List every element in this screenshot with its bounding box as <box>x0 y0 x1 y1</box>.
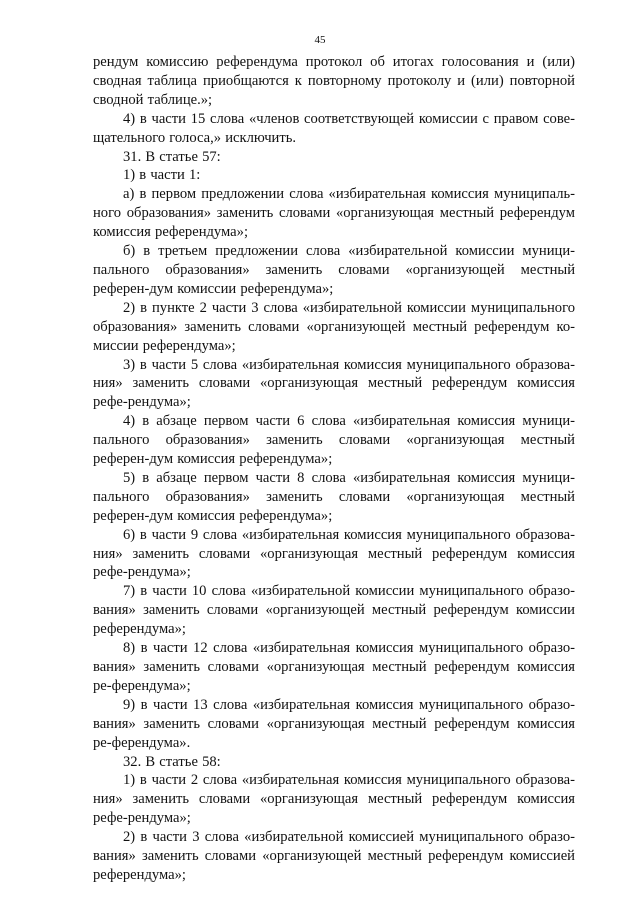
section-heading-article-58: 32. В статье 58: <box>123 753 221 770</box>
paragraph-item-7: 7) в части 10 слова «избирательной комиссии муниципального образо-вания» заменить словами «организующей местный референдум комиссии референдума»; <box>93 583 575 638</box>
paragraph-item-4: 4) в абзаце первом части 6 слова «избирательная комиссия муници-пального образования» заменить словами «организующая местный референ-дум комиссия референдума»; <box>93 413 575 468</box>
paragraph-item-5: 5) в абзаце первом части 8 слова «избирательная комиссия муници-пального образования» заменить словами «организующая местный референ-дум комиссия референдума»; <box>93 469 575 524</box>
section-heading-article-57: 31. В статье 57: <box>123 148 221 165</box>
document-body <box>93 53 575 885</box>
paragraph-subitem-b: б) в третьем предложении слова «избирательной комиссии муници-пального образования» заменить словами «организующей местный референ-дум комиссии референдума»; <box>93 243 575 297</box>
paragraph-item-2: 2) в пункте 2 части 3 слова «избирательной комиссии муниципального образования» заменить словами «организующей местный референдум ко-миссии референдума»; <box>93 299 575 354</box>
paragraph-subitem-a: а) в первом предложении слова «избирательная комиссия муниципаль-ного образования» заменить словами «организующая местный референдум комиссия референдума»; <box>93 186 575 241</box>
paragraph-item-8: 8) в части 12 слова «избирательная комиссия муниципального образо-вания» заменить словами «организующая местный референдум комиссия ре-ферендума»; <box>93 640 575 694</box>
page-number: 45 <box>314 34 326 46</box>
paragraph-item-6: 6) в части 9 слова «избирательная комиссия муниципального образова-ния» заменить словами «организующая местный референдум комиссия рефе-рендума»; <box>93 526 575 581</box>
paragraph-item-1-part-1: 1) в части 1: <box>123 167 201 184</box>
paragraph-item-3: 3) в части 5 слова «избирательная комиссия муниципального образова-ния» заменить словами «организующая местный референдум комиссия рефе-рендума»; <box>93 356 575 411</box>
paragraph-article-58-item-1: 1) в части 2 слова «избирательная комиссия муниципального образова-ния» заменить словами «организующая местный референдум комиссия рефе-рендума»; <box>93 772 575 827</box>
paragraph-item-4-part-15: 4) в части 15 слова «членов соответствующей комиссии с правом сове-щательного голоса,» исключить. <box>93 110 575 146</box>
paragraph-continued-text: рендум комиссию референдума протокол об итогах голосования и (или) сводная таблица приобщаются к повторному протоколу и (или) повторной сводной таблице.»; <box>93 54 575 108</box>
paragraph-article-58-item-2: 2) в части 3 слова «избирательной комиссией муниципального образо-вания» заменить словами «организующей местный референдум комиссией референдума»; <box>93 829 575 883</box>
paragraph-item-9: 9) в части 13 слова «избирательная комиссия муниципального образо-вания» заменить словами «организующая местный референдум комиссия ре-ферендума». <box>93 696 575 751</box>
